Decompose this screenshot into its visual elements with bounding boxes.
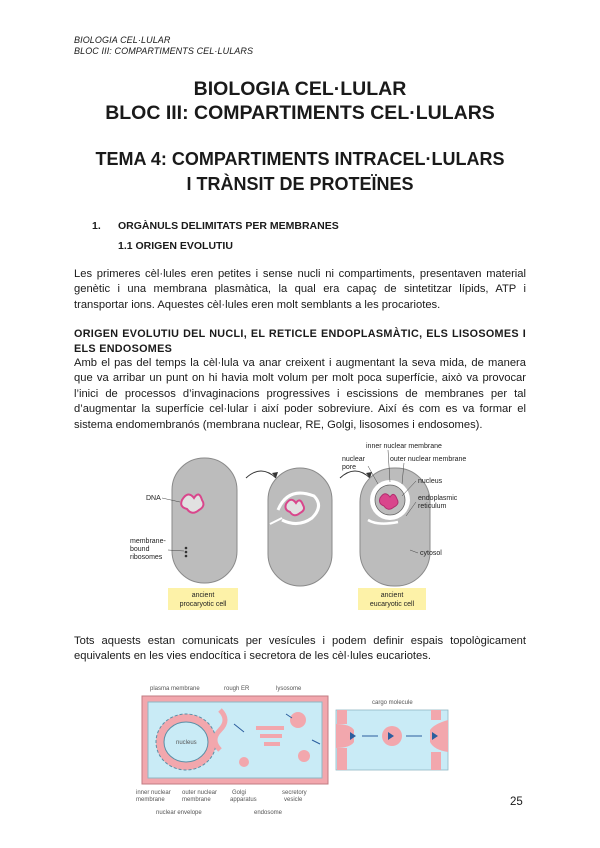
cell-topology-diagram: [142, 696, 328, 784]
arrow-2: [340, 471, 370, 478]
label-nuclear: nuclear: [342, 456, 365, 463]
label-outer-nuclear: outer nuclear: [182, 790, 218, 796]
tema-title-line1: TEMA 4: COMPARTIMENTS INTRACEL·LULARS: [95, 149, 505, 169]
label-outer-membrane: membrane: [182, 797, 211, 803]
paragraph-vesicles: Tots aquests estan comunicats per vesícules i podem definir espais topològicament equivalents en les vies endocítica i secretora de les cèl·lules eucariotes.: [74, 635, 526, 663]
label-nuclear-envelope: nuclear envelope: [156, 810, 202, 816]
running-header-line1: BIOLOGIA CEL·LULAR: [74, 35, 171, 45]
tema-title-line2: I TRÀNSIT DE PROTEÏNES: [186, 174, 414, 194]
label-cargo-molecule: cargo molecule: [372, 700, 413, 706]
label-secretory: secretory: [282, 790, 307, 796]
label-inner-nuclear-membrane: inner nuclear membrane: [366, 443, 442, 450]
label-endoplasmic: endoplasmic: [418, 495, 458, 502]
label-ribosomes: ribosomes: [130, 554, 163, 561]
label-membrane-bound-2: bound: [130, 546, 150, 553]
eucaryotic-cell-diagram: [360, 468, 430, 586]
label-nucleus: nucleus: [418, 478, 443, 485]
label-reticulum: reticulum: [418, 503, 447, 510]
label-inner-membrane: membrane: [136, 797, 165, 803]
label-golgi: Golgi: [232, 790, 247, 796]
subsection-heading: 1.1 ORIGEN EVOLUTIU: [118, 240, 233, 252]
label-dna: DNA: [146, 495, 161, 502]
label-apparatus: apparatus: [230, 797, 257, 803]
label-outer-nuclear-membrane: outer nuclear membrane: [390, 456, 467, 463]
paragraph-origin: Amb el pas del temps la cèl·lula va anar creixent i augmentant la seva mida, de manera que va arribar un punt on hi havia molt volum per molt poca superfície, això va provocar l’inici de processos d’invaginacions progressives i escissions de membranes per tal d’augmentar la superfície cel·lular i així poder sobreviure. Així és com es va formar el sistema endomembranós (membrana nuclear, RE, Golgi, lisosomes i endosomes).: [74, 357, 526, 431]
figure-cell-evolution: [130, 438, 470, 614]
caption-procaryotic-2: procaryotic cell: [179, 601, 227, 608]
label-fig2-nucleus: nucleus: [176, 740, 197, 746]
label-pore: pore: [342, 464, 357, 471]
label-membrane-bound-1: membrane-: [130, 538, 166, 545]
intermediate-cell-diagram: [268, 468, 332, 586]
label-cytosol: cytosol: [420, 550, 442, 557]
label-vesicle: vesicle: [284, 797, 303, 803]
running-header-line2: BLOC III: COMPARTIMENTS CEL·LULARS: [74, 46, 254, 56]
page-title-line1: BIOLOGIA CEL·LULAR: [193, 78, 407, 100]
caption-eucaryotic-2: eucaryotic cell: [369, 601, 415, 608]
label-plasma-membrane: plasma membrane: [150, 686, 200, 692]
caption-procaryotic-1: ancient: [191, 592, 215, 599]
label-lysosome: lysosome: [276, 686, 302, 692]
arrow-1: [246, 471, 276, 478]
origin-heading: ORIGEN EVOLUTIU DEL NUCLI, EL RETICLE ENDOPLASMÀTIC, ELS LISOSOMES I ELS ENDOSOMES: [74, 328, 526, 356]
label-rough-er: rough ER: [224, 686, 250, 692]
page-number: 25: [510, 796, 523, 808]
section-number: 1.: [92, 220, 101, 232]
caption-eucaryotic-1: ancient: [380, 592, 404, 599]
cargo-transport-diagram: [336, 710, 448, 770]
section-heading: ORGÀNULS DELIMITATS PER MEMBRANES: [118, 220, 339, 232]
procaryotic-cell-diagram: [172, 458, 237, 583]
figure-topology: [136, 680, 456, 820]
label-endosome: endosome: [254, 810, 283, 816]
page-title-line2: BLOC III: COMPARTIMENTS CEL·LULARS: [105, 102, 495, 124]
paragraph-intro: Les primeres cèl·lules eren petites i sense nucli ni compartiments, presentaven material genètic i una membrana plasmàtica, la qual era capaç de sintetitzar lípids, ATP i transportar ions. Aquestes cèl·lules eren molt semblants a les procariotes.: [74, 268, 526, 311]
label-inner-nuclear: inner nuclear: [136, 790, 171, 796]
